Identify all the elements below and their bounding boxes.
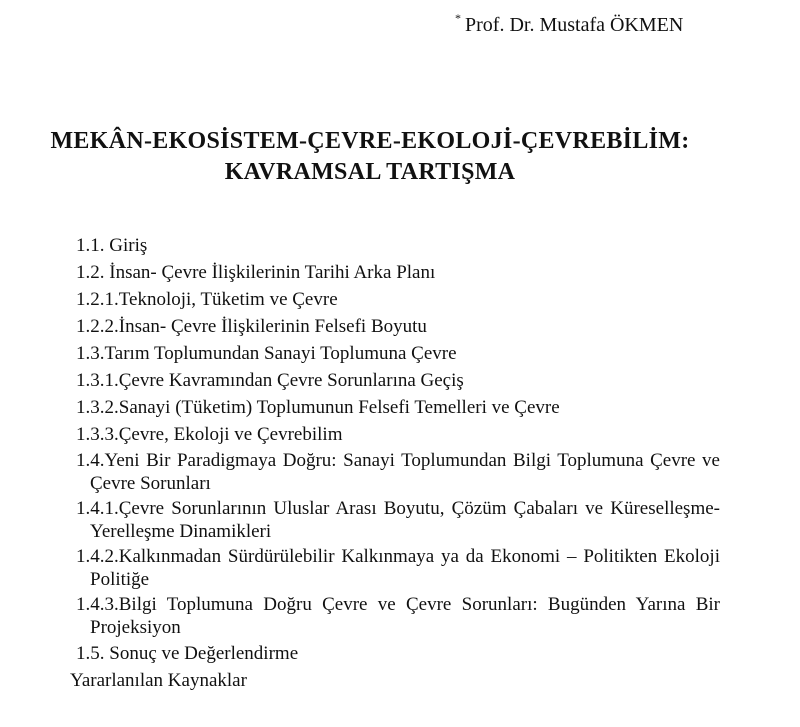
document-title: [0, 126, 740, 188]
footnote-asterisk: *: [455, 11, 461, 25]
toc-item-giris: 1.1. Giriş: [76, 235, 148, 256]
title-line-2: KAVRAMSAL TARTIŞMA: [224, 159, 516, 185]
toc-item-felsefi-boyut: 1.2.2.İnsan- Çevre İlişkilerinin Felsefi Boyutu: [76, 316, 427, 337]
toc-item-surdurulebilir: 1.4.2.Kalkınmadan Sürdürülebilir Kalkınmaya ya da Ekonomi – Politikten Ekoloji Politiğe: [76, 546, 720, 590]
toc-item-sanayi-felsefi: 1.3.2.Sanayi (Tüketim) Toplumunun Felsefi Temelleri ve Çevre: [76, 397, 560, 418]
toc-item-tarim-sanayi: 1.3.Tarım Toplumundan Sanayi Toplumuna Çevre: [76, 343, 457, 364]
toc-item-yeni-paradigma: 1.4.Yeni Bir Paradigmaya Doğru: Sanayi Toplumundan Bilgi Toplumuna Çevre ve Çevre Sorunları: [76, 450, 720, 494]
toc-item-bilgi-toplumu: 1.4.3.Bilgi Toplumuna Doğru Çevre ve Çevre Sorunları: Bugünden Yarına Bir Projeksiyon: [76, 594, 720, 638]
toc-item-cevre-kavrami: 1.3.1.Çevre Kavramından Çevre Sorunlarına Geçiş: [76, 370, 464, 391]
table-of-contents: [70, 233, 720, 695]
author-name: Prof. Dr. Mustafa ÖKMEN: [465, 14, 684, 36]
toc-item-insan-cevre-tarihi: 1.2. İnsan- Çevre İlişkilerinin Tarihi Arka Planı: [76, 262, 436, 283]
toc-item-kaynaklar: Yararlanılan Kaynaklar: [70, 670, 247, 691]
title-line-1: MEKÂN-EKOSİSTEM-ÇEVRE-EKOLOJİ-ÇEVREBİLİM:: [50, 128, 690, 154]
toc-item-uluslararasi: 1.4.1.Çevre Sorunlarının Uluslar Arası Boyutu, Çözüm Çabaları ve Küreselleşme- Yerelleşme Dinamikleri: [76, 498, 720, 542]
author-line: [455, 11, 684, 37]
toc-item-teknoloji: 1.2.1.Teknoloji, Tüketim ve Çevre: [76, 289, 338, 310]
toc-item-cevrebilim: 1.3.3.Çevre, Ekoloji ve Çevrebilim: [76, 424, 343, 445]
toc-item-sonuc: 1.5. Sonuç ve Değerlendirme: [76, 643, 299, 664]
